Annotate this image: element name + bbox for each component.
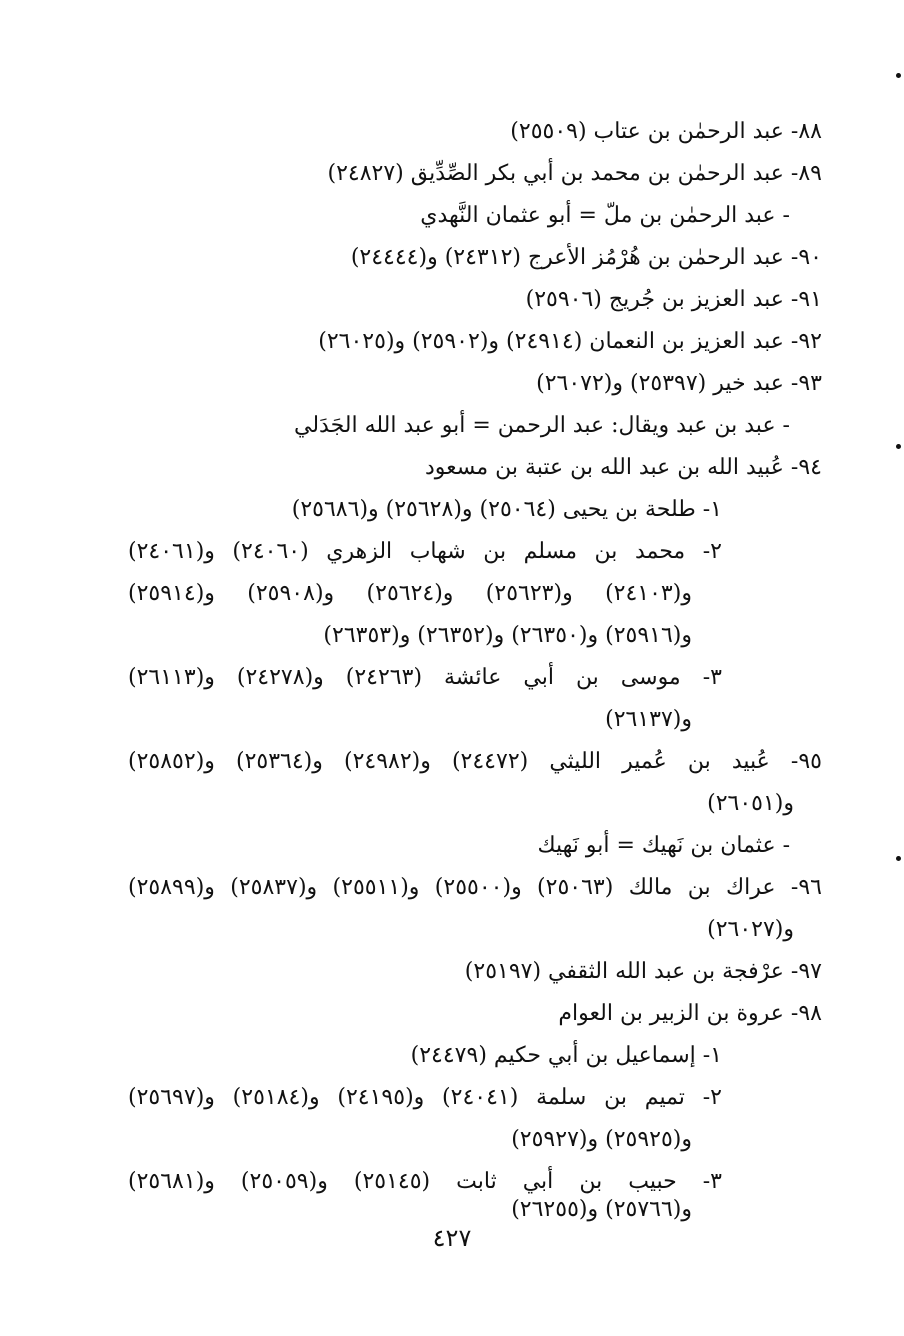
- sub-entry: ٢- محمد بن مسلم بن شهاب الزهري (٢٤٠٦٠) و(٢٤٠٦١): [128, 539, 722, 564]
- entry-94: ٩٤- عُبيد الله بن عبد الله بن عتبة بن مسعود: [424, 455, 822, 480]
- page-number: ٤٢٧: [432, 1224, 472, 1252]
- entry-93: ٩٣- عبد خير (٢٥٣٩٧) و(٢٦٠٧٢): [536, 371, 822, 396]
- entry-88: ٨٨- عبد الرحمٰن بن عتاب (٢٥٥٠٩): [510, 119, 822, 144]
- cross-reference: - عثمان بن نَهيك = أبو نَهيك: [537, 833, 790, 858]
- entry-90: ٩٠- عبد الرحمٰن بن هُرْمُز الأعرج (٢٤٣١٢) و(٢٤٤٤٤): [350, 245, 822, 270]
- sub-entry-continuation: و(٢٥٩٢٥) و(٢٥٩٢٧): [511, 1127, 692, 1152]
- margin-mark: [896, 856, 901, 861]
- sub-entry: ٢- تميم بن سلمة (٢٤٠٤١) و(٢٤١٩٥) و(٢٥١٨٤) و(٢٥٦٩٧): [128, 1085, 722, 1110]
- sub-entry: ١- إسماعيل بن أبي حكيم (٢٤٤٧٩): [410, 1043, 722, 1068]
- entry-96: ٩٦- عراك بن مالك (٢٥٠٦٣) و(٢٥٥٠٠) و(٢٥٥١١) و(٢٥٨٣٧) و(٢٥٨٩٩): [128, 875, 822, 900]
- entry-continuation: و(٢٦٠٢٧): [707, 917, 794, 942]
- margin-mark: [896, 444, 901, 449]
- sub-entry-continuation: و(٢٦١٣٧): [605, 707, 692, 732]
- margin-mark: [896, 73, 901, 78]
- entry-89: ٨٩- عبد الرحمٰن بن محمد بن أبي بكر الصِّدِّيق (٢٤٨٢٧): [327, 161, 822, 186]
- entry-92: ٩٢- عبد العزيز بن النعمان (٢٤٩١٤) و(٢٥٩٠٢) و(٢٦٠٢٥): [318, 329, 822, 354]
- entry-continuation: و(٢٦٠٥١): [707, 791, 794, 816]
- sub-entry: ٣- حبيب بن أبي ثابت (٢٥١٤٥) و(٢٥٠٥٩) و(٢٥٦٨١): [128, 1169, 722, 1194]
- sub-entry: ٣- موسى بن أبي عائشة (٢٤٢٦٣) و(٢٤٢٧٨) و(٢٦١١٣): [128, 665, 722, 690]
- sub-entry-continuation: و(٢٤١٠٣) و(٢٥٦٢٣) و(٢٥٦٢٤) و(٢٥٩٠٨) و(٢٥٩١٤): [128, 581, 692, 606]
- sub-entry-continuation: و(٢٥٧٦٦) و(٢٦٢٥٥): [511, 1197, 692, 1222]
- sub-entry: ١- طلحة بن يحيى (٢٥٠٦٤) و(٢٥٦٢٨) و(٢٥٦٨٦): [291, 497, 722, 522]
- entry-91: ٩١- عبد العزيز بن جُريج (٢٥٩٠٦): [525, 287, 822, 312]
- cross-reference: - عبد بن عبد ويقال: عبد الرحمن = أبو عبد الله الجَدَلي: [293, 413, 790, 438]
- entry-97: ٩٧- عرْفجة بن عبد الله الثقفي (٢٥١٩٧): [464, 959, 822, 984]
- cross-reference: - عبد الرحمٰن بن ملّ = أبو عثمان النَّهدي: [420, 203, 790, 228]
- sub-entry-continuation: و(٢٥٩١٦) و(٢٦٣٥٠) و(٢٦٣٥٢) و(٢٦٣٥٣): [323, 623, 692, 648]
- entry-98: ٩٨- عروة بن الزبير بن العوام: [558, 1001, 822, 1026]
- entry-95: ٩٥- عُبيد بن عُمير الليثي (٢٤٤٧٢) و(٢٤٩٨٢) و(٢٥٣٦٤) و(٢٥٨٥٢): [128, 749, 822, 774]
